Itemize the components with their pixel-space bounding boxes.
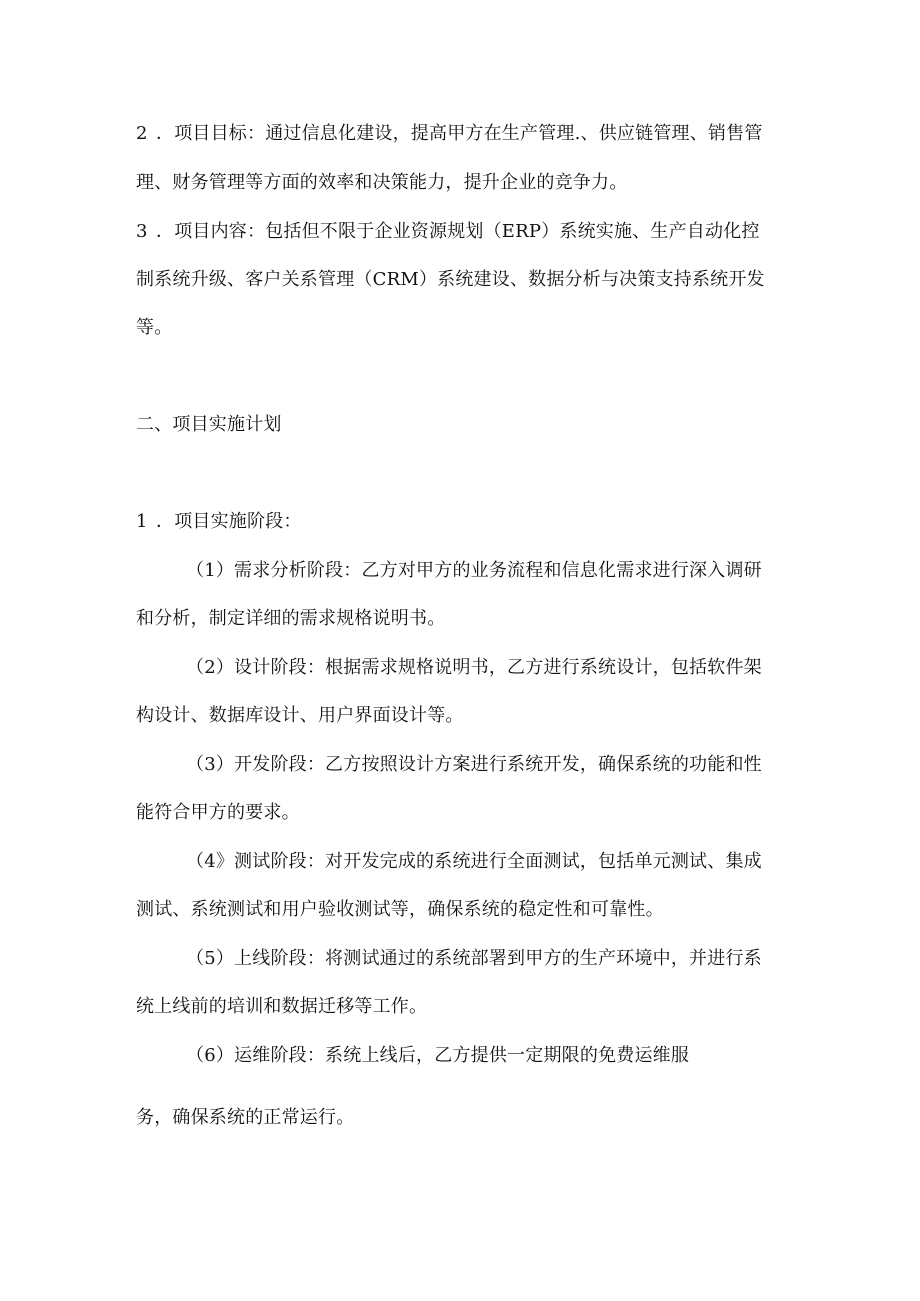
phase-4-line-1: （4》测试阶段：对开发完成的系统进行全面测试，包括单元测试、集成 bbox=[186, 851, 762, 872]
phase-6-line-1: （6）运维阶段：系统上线后，乙方提供一定期限的免费运维服 bbox=[186, 1045, 690, 1066]
item-3-number: 3 bbox=[136, 221, 148, 242]
item-2-line-1: ．项目目标：通过信息化建设，提高甲方在生产管理.、供应链管理、销售管 bbox=[156, 123, 763, 144]
item-2-line-2: 理、财务管理等方面的效率和决策能力，提升企业的竞争力。 bbox=[136, 172, 628, 193]
phase-1-line-2: 和分析，制定详细的需求规格说明书。 bbox=[136, 608, 446, 629]
item-2-number: 2 bbox=[136, 123, 148, 144]
phase-3-line-2: 能符合甲方的要求。 bbox=[136, 802, 300, 823]
item-1-text: ．项目实施阶段： bbox=[156, 511, 302, 532]
phase-2-line-1: （2）设计阶段：根据需求规格说明书，乙方进行系统设计，包括软件架 bbox=[186, 657, 762, 678]
phase-5-line-2: 统上线前的培训和数据迁移等工作。 bbox=[136, 996, 428, 1017]
phase-3-line-1: （3）开发阶段：乙方按照设计方案进行系统开发，确保系统的功能和性 bbox=[186, 754, 762, 775]
section-two-heading: 二、项目实施计划 bbox=[136, 414, 282, 435]
item-1-number: 1 bbox=[136, 511, 148, 532]
phase-5-line-1: （5）上线阶段：将测试通过的系统部署到甲方的生产环境中，并进行系 bbox=[186, 948, 762, 969]
phase-2-line-2: 构设计、数据库设计、用户界面设计等。 bbox=[136, 705, 464, 726]
item-3-line-3: 等。 bbox=[136, 317, 173, 338]
phase-4-line-2: 测试、系统测试和用户验收测试等，确保系统的稳定性和可靠性。 bbox=[136, 899, 664, 920]
item-3-line-1: ．项目内容：包括但不限于企业资源规划（ERP）系统实施、生产自动化控 bbox=[156, 221, 760, 242]
item-3-line-2: 制系统升级、客户关系管理（CRM）系统建设、数据分析与决策支持系统开发 bbox=[136, 269, 765, 290]
phase-1-line-1: （1）需求分析阶段：乙方对甲方的业务流程和信息化需求进行深入调研 bbox=[186, 560, 762, 581]
phase-6-line-2: 务，确保系统的正常运行。 bbox=[136, 1107, 355, 1128]
